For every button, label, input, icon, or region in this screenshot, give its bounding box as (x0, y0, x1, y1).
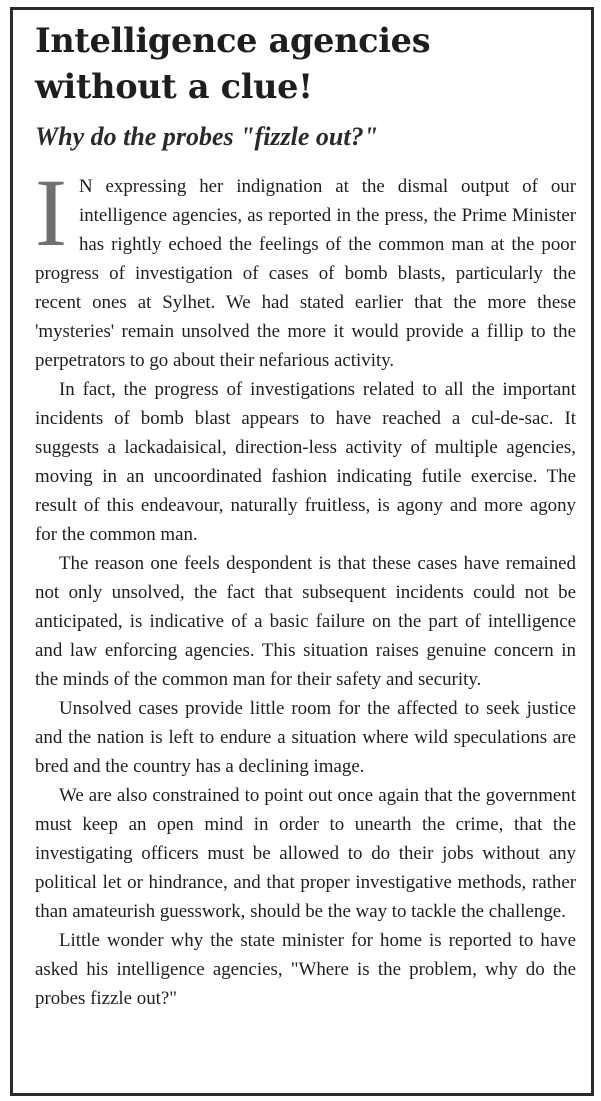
article-paragraph: In fact, the progress of investigations related to all the important incidents of bomb blast appears to have reached a cul-de-sac. It suggests a lackadaisical, direction-less activity of multiple agencies, moving in an uncoordinated fashion indicating futile exercise. The result of this endeavour, naturally fruitless, is agony and more agony for the common man. (35, 379, 576, 545)
drop-cap: I (35, 159, 67, 266)
article-paragraph: We are also constrained to point out once again that the government must keep an open mind in order to unearth the crime, that the investigating officers must be allowed to do their jobs without any political let or hindrance, and that proper investigative methods, rather than amateurish guesswork, should be the way to tackle the challenge. (35, 785, 576, 922)
article-subheadline: Why do the probes "fizzle out?" (35, 122, 379, 151)
paragraph-text: N expressing her indignation at the dismal output of our intelligence agencies, as reported in the press, the Prime Minister has rightly echoed the feelings of the common man at the poor progress of investigation of cases of bomb blasts, particularly the recent ones at Sylhet. We had stated earlier that the more these 'mysteries' remain unsolved the more it would provide a fillip to the perpetrators to go about their nefarious activity. (35, 176, 576, 371)
article-frame (10, 7, 594, 1096)
article-paragraph: Little wonder why the state minister for home is reported to have asked his intelligence agencies, "Where is the problem, why do the probes fizzle out?" (35, 930, 576, 1009)
article-paragraph (35, 159, 576, 375)
article-headline: Intelligence agencies without a clue! (35, 21, 431, 106)
article-paragraph: Unsolved cases provide little room for the affected to seek justice and the nation is left to endure a situation where wild speculations are bred and the country has a declining image. (35, 698, 576, 777)
article-body (35, 159, 576, 1013)
article-paragraph: The reason one feels despondent is that these cases have remained not only unsolved, the fact that subsequent incidents could not be anticipated, is indicative of a basic failure on the part of intelligence and law enforcing agencies. This situation raises genuine concern in the minds of the common man for their safety and security. (35, 553, 576, 690)
